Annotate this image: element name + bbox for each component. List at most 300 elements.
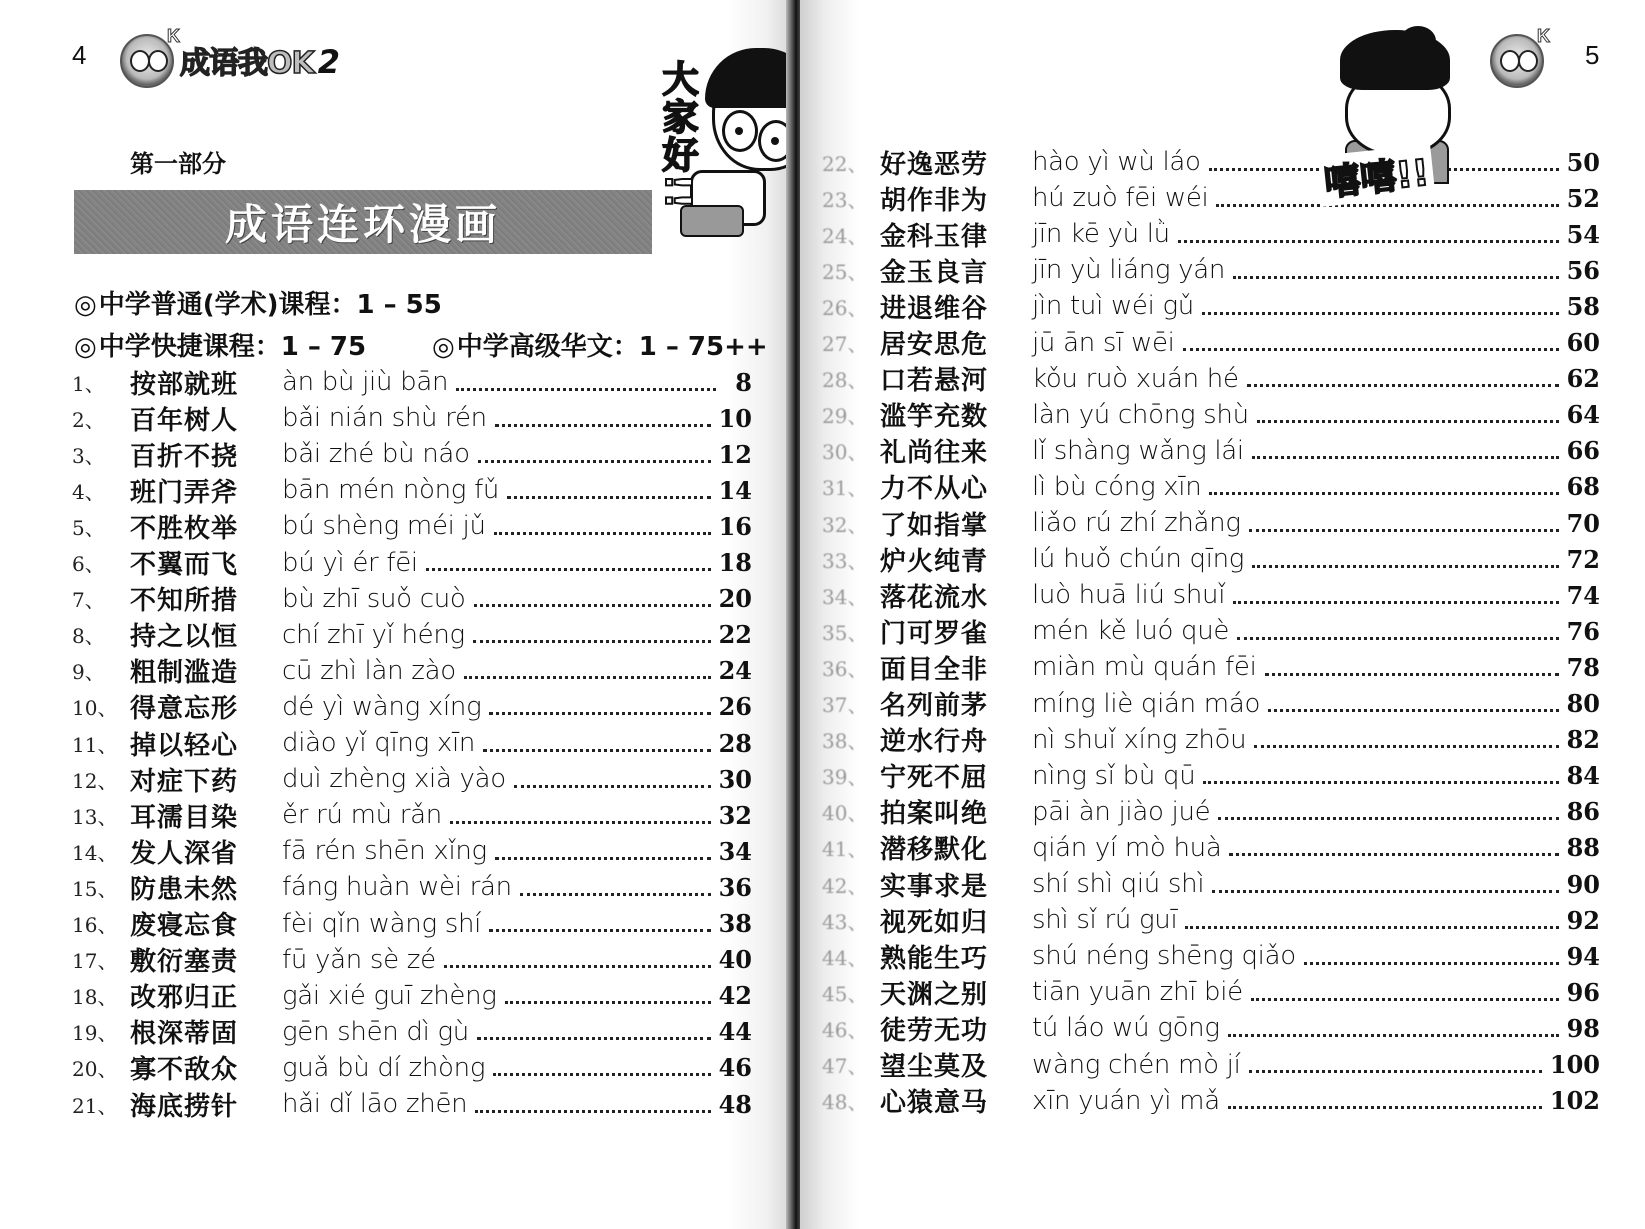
dot-leader (1254, 745, 1558, 748)
entry-page-number: 74 (1566, 580, 1600, 610)
dot-leader (1218, 817, 1558, 820)
entry-idiom: 逆水行舟 (880, 727, 989, 758)
entry-index: 32、 (822, 512, 868, 537)
entry-index: 11、 (72, 732, 118, 757)
entry-idiom: 持之以恒 (130, 622, 239, 653)
toc-entry (72, 761, 752, 797)
entry-idiom: 熟能生巧 (880, 943, 989, 974)
dot-leader (1209, 492, 1558, 495)
entry-idiom: 耳濡目染 (130, 802, 239, 833)
entry-pinyin: bù zhī suǒ cuò (282, 583, 466, 614)
dot-leader (1304, 962, 1559, 965)
course-line: ◎中学高级华文：1 – 75++ (432, 332, 768, 362)
section-label: 第一部分 (130, 150, 226, 178)
entry-index: 17、 (72, 949, 118, 974)
toc-entry (822, 1047, 1600, 1083)
entry-idiom: 视死如归 (880, 907, 989, 938)
entry-pinyin: jìn tuì wéi gǔ (1032, 291, 1194, 322)
entry-idiom: 不翼而飞 (130, 550, 239, 580)
toc-entry (822, 830, 1600, 866)
entry-pinyin: fáng huàn wèi rán (282, 872, 512, 903)
entry-idiom: 了如指掌 (880, 510, 989, 541)
toc-entry (822, 469, 1600, 505)
entry-index: 9、 (72, 660, 105, 685)
entry-page-number: 22 (718, 620, 752, 650)
right-page (800, 0, 1645, 1229)
dot-leader (478, 460, 711, 463)
entry-page-number: 102 (1549, 1086, 1600, 1116)
entry-pinyin: miàn mù quán fēi (1032, 652, 1257, 683)
toc-entry (822, 325, 1600, 361)
entry-pinyin: luò huā liú shuǐ (1032, 580, 1226, 611)
entry-idiom: 对症下药 (130, 766, 239, 797)
entry-page-number: 80 (1566, 689, 1600, 718)
entry-page-number: 56 (1566, 255, 1600, 285)
entry-idiom: 实事求是 (880, 871, 989, 902)
dot-leader (1268, 709, 1559, 712)
dot-leader (1237, 637, 1558, 640)
entry-idiom: 胡作非为 (880, 185, 989, 216)
entry-pinyin: àn bù jiù bān (282, 367, 449, 397)
entry-index: 28、 (822, 368, 868, 393)
entry-page-number: 46 (718, 1053, 752, 1083)
entry-page-number: 20 (718, 584, 752, 614)
toc-entry (72, 581, 752, 617)
entry-page-number: 36 (718, 872, 752, 902)
dot-leader (489, 929, 710, 932)
entry-index: 8、 (72, 624, 105, 649)
entry-page-number: 32 (718, 800, 752, 830)
entry-pinyin: tú láo wú gōng (1032, 1013, 1220, 1044)
entry-page-number: 98 (1566, 1013, 1600, 1043)
entry-pinyin: míng liè qián máo (1032, 688, 1261, 719)
toc-entry (822, 686, 1600, 722)
dot-leader (489, 712, 710, 715)
dot-leader (495, 857, 711, 860)
toc-entry (72, 653, 752, 689)
toc-entry (822, 361, 1600, 397)
dot-leader (1233, 601, 1558, 604)
entry-pinyin: hú zuò fēi wéi (1032, 183, 1209, 214)
toc-entry (72, 797, 752, 833)
entry-pinyin: lì bù cóng xīn (1032, 471, 1202, 502)
entry-idiom: 天渊之别 (880, 979, 989, 1010)
entry-idiom: 不胜枚举 (130, 513, 239, 544)
toc-entry (822, 577, 1600, 613)
entry-page-number: 88 (1566, 833, 1600, 863)
entry-idiom: 按部就班 (130, 369, 239, 400)
dot-leader (473, 640, 711, 643)
entry-pinyin: bú shèng méi jǔ (282, 511, 486, 542)
entry-index: 33、 (822, 548, 868, 573)
dot-leader (1202, 312, 1559, 315)
dot-leader (1212, 890, 1558, 893)
entry-page-number: 30 (718, 764, 752, 794)
toc-entry (72, 978, 752, 1014)
toc-entry (72, 689, 752, 725)
entry-page-number: 68 (1566, 472, 1600, 502)
dot-leader (514, 785, 711, 788)
entry-pinyin: qián yí mò huà (1032, 832, 1222, 863)
toc-entry (72, 1086, 752, 1122)
toc-entry (72, 400, 752, 436)
entry-page-number: 84 (1566, 761, 1600, 791)
entry-index: 35、 (822, 620, 868, 645)
dot-leader (1257, 420, 1559, 423)
entry-pinyin: tiān yuān zhī bié (1032, 977, 1243, 1008)
entry-pinyin: kǒu ruò xuán hé (1032, 363, 1239, 394)
course-line: ◎中学快捷课程：1 – 75 (74, 332, 367, 362)
entry-pinyin: gǎi xié guī zhèng (282, 980, 497, 1011)
entry-pinyin: làn yú chōng shù (1032, 399, 1249, 430)
entry-idiom: 炉火纯青 (880, 546, 989, 577)
entry-pinyin: shú néng shēng qiǎo (1032, 941, 1296, 972)
entry-pinyin: shí shì qiú shì (1032, 869, 1205, 899)
toc-entry (72, 472, 752, 508)
entry-page-number: 40 (718, 945, 752, 975)
entry-idiom: 面目全非 (880, 654, 989, 685)
dot-leader (1178, 240, 1559, 243)
entry-index: 46、 (822, 1017, 868, 1042)
dot-leader (505, 1001, 711, 1004)
entry-page-number: 26 (718, 692, 752, 722)
entry-index: 34、 (822, 584, 868, 609)
entry-page-number: 70 (1566, 508, 1600, 538)
entry-idiom: 好逸恶劳 (880, 149, 989, 180)
dot-leader (1252, 456, 1559, 459)
entry-index: 42、 (822, 873, 868, 898)
entry-page-number: 86 (1566, 797, 1600, 827)
entry-page-number: 52 (1566, 183, 1600, 213)
entry-index: 5、 (72, 515, 105, 540)
page-number: 5 (1585, 40, 1600, 70)
entry-page-number: 28 (718, 728, 752, 758)
entry-idiom: 防患未然 (130, 874, 239, 905)
entry-index: 23、 (822, 187, 868, 212)
entry-pinyin: jū ān sī wēi (1032, 327, 1175, 358)
entry-idiom: 金科玉律 (880, 221, 989, 252)
toc-entry (822, 397, 1600, 433)
entry-pinyin: hǎi dǐ lāo zhēn (282, 1089, 468, 1119)
entry-index: 45、 (822, 981, 868, 1006)
entry-page-number: 10 (718, 403, 752, 433)
entry-idiom: 力不从心 (880, 474, 989, 505)
entry-index: 47、 (822, 1054, 868, 1078)
entry-page-number: 18 (718, 548, 752, 577)
book-logo-icon: K (120, 34, 174, 88)
entry-idiom: 居安思危 (880, 330, 989, 360)
dot-leader (1249, 529, 1559, 532)
entry-index: 12、 (72, 768, 118, 793)
entry-idiom: 门可罗雀 (880, 618, 989, 649)
dot-leader (1265, 673, 1559, 676)
entry-index: 16、 (72, 913, 118, 937)
dot-leader (450, 821, 711, 824)
entry-index: 39、 (822, 765, 868, 790)
book-title: 成语我OK 2 (180, 43, 340, 81)
entry-idiom: 敷衍塞责 (130, 947, 239, 978)
dot-leader (1216, 204, 1558, 207)
entry-pinyin: pāi àn jiào jué (1032, 796, 1211, 827)
toc-entry (72, 508, 752, 544)
toc-entry (72, 617, 752, 653)
entry-pinyin: jīn kē yù lǜ (1032, 219, 1170, 250)
dot-leader (444, 965, 711, 968)
entry-index: 1、 (72, 371, 105, 396)
entry-idiom: 名列前茅 (880, 691, 989, 721)
dot-leader (1229, 853, 1558, 856)
entry-index: 43、 (822, 909, 868, 934)
entry-page-number: 54 (1566, 219, 1600, 249)
toc-entry (822, 613, 1600, 649)
entry-pinyin: hào yì wù láo (1032, 147, 1201, 177)
toc-entry (822, 288, 1600, 324)
toc-entry (822, 505, 1600, 541)
entry-page-number: 8 (735, 367, 752, 397)
entry-pinyin: liǎo rú zhí zhǎng (1032, 508, 1241, 538)
toc-entry (72, 1050, 752, 1086)
entry-index: 48、 (822, 1090, 868, 1115)
entry-index: 20、 (72, 1057, 118, 1082)
toc-entry (822, 1010, 1600, 1046)
dot-leader (1228, 1034, 1559, 1037)
entry-pinyin: mén kě luó què (1032, 616, 1230, 647)
toc-entry (822, 216, 1600, 252)
dot-leader (1185, 926, 1558, 929)
entry-idiom: 发人深省 (130, 838, 239, 869)
entry-page-number: 14 (718, 475, 752, 505)
entry-idiom: 望尘莫及 (880, 1052, 989, 1082)
dot-leader (426, 568, 711, 571)
entry-index: 18、 (72, 985, 118, 1010)
entry-pinyin: bǎi zhé bù náo (282, 439, 470, 470)
dot-leader (493, 1073, 710, 1076)
entry-pinyin: cū zhì làn zào (282, 655, 456, 686)
toc-entry (822, 938, 1600, 974)
left-page (0, 0, 790, 1229)
toc-entry (822, 722, 1600, 758)
entry-page-number: 24 (718, 656, 752, 686)
toc-entry (822, 866, 1600, 902)
entry-index: 7、 (72, 588, 105, 613)
entry-index: 3、 (72, 443, 105, 468)
entry-index: 10、 (72, 696, 118, 721)
dot-leader (494, 532, 711, 535)
dot-leader (456, 388, 716, 391)
entry-idiom: 不知所措 (130, 586, 239, 617)
entry-index: 6、 (72, 552, 105, 576)
dot-leader (1251, 998, 1559, 1001)
entry-idiom: 粗制滥造 (130, 658, 239, 689)
entry-page-number: 12 (718, 439, 752, 469)
entry-page-number: 58 (1566, 291, 1600, 321)
entry-pinyin: bǎi nián shù rén (282, 403, 487, 434)
entry-pinyin: fā rén shēn xǐng (282, 836, 487, 867)
entry-idiom: 潜移默化 (880, 835, 989, 866)
dot-leader (1183, 348, 1559, 351)
dot-leader (495, 424, 711, 427)
entry-page-number: 62 (1566, 364, 1600, 394)
circle-bullet-icon: ◎ (74, 332, 97, 362)
entry-page-number: 90 (1566, 869, 1600, 899)
entry-pinyin: fū yǎn sè zé (282, 944, 436, 975)
entry-index: 13、 (72, 804, 118, 829)
entry-idiom: 落花流水 (880, 582, 989, 613)
dot-leader (1247, 384, 1559, 387)
entry-pinyin: nì shuǐ xíng zhōu (1032, 724, 1247, 755)
entry-idiom: 进退维谷 (880, 293, 989, 324)
toc-entry (72, 1014, 752, 1050)
entry-pinyin: dé yì wàng xíng (282, 691, 482, 722)
toc-entry (72, 545, 752, 581)
entry-idiom: 掉以轻心 (130, 730, 239, 761)
entry-page-number: 42 (718, 981, 752, 1011)
entry-page-number: 76 (1566, 616, 1600, 646)
entry-page-number: 96 (1566, 977, 1600, 1007)
entry-page-number: 48 (718, 1089, 752, 1119)
toc-entry (72, 364, 752, 400)
entry-index: 21、 (72, 1093, 118, 1118)
dot-leader (520, 893, 711, 896)
entry-index: 25、 (822, 259, 868, 284)
entry-page-number: 100 (1549, 1050, 1600, 1079)
toc-entry (822, 144, 1600, 180)
entry-idiom: 百年树人 (130, 405, 239, 436)
toc-entry (72, 869, 752, 905)
entry-idiom: 宁死不屈 (880, 763, 989, 794)
dot-leader (1203, 781, 1558, 784)
book-logo-icon: K (1490, 34, 1544, 88)
entry-page-number: 94 (1566, 941, 1600, 971)
entry-idiom: 礼尚往来 (880, 438, 989, 469)
entry-index: 14、 (72, 840, 118, 865)
entry-idiom: 金玉良言 (880, 257, 989, 288)
entry-pinyin: lú huǒ chún qīng (1032, 544, 1245, 575)
entry-idiom: 徒劳无功 (880, 1015, 989, 1046)
toc-entry (822, 252, 1600, 288)
entry-idiom: 拍案叫绝 (880, 799, 989, 830)
page-number: 4 (72, 40, 87, 70)
entry-pinyin: lǐ shàng wǎng lái (1032, 435, 1244, 466)
entry-index: 24、 (822, 223, 868, 248)
entry-page-number: 34 (718, 836, 752, 866)
section-banner (74, 190, 652, 254)
entry-page-number: 66 (1566, 436, 1600, 466)
toc-entry (822, 541, 1600, 577)
entry-pinyin: jīn yù liáng yán (1032, 255, 1226, 286)
toc-entry (72, 942, 752, 978)
entry-page-number: 60 (1566, 328, 1600, 357)
entry-idiom: 根深蒂固 (130, 1019, 239, 1050)
entry-index: 31、 (822, 476, 868, 501)
dot-leader (477, 1037, 711, 1040)
circle-bullet-icon: ◎ (74, 290, 97, 320)
entry-pinyin: guǎ bù dí zhòng (282, 1052, 486, 1083)
course-line: ◎中学普通(学术)课程：1 – 55 (74, 290, 442, 320)
entry-pinyin: xīn yuán yì mǎ (1032, 1085, 1220, 1116)
toc-entry (72, 906, 752, 942)
entry-idiom: 口若悬河 (880, 366, 989, 397)
entry-page-number: 38 (718, 909, 752, 938)
entry-pinyin: gēn shēn dì gù (282, 1016, 469, 1047)
entry-index: 27、 (822, 332, 868, 356)
entry-page-number: 82 (1566, 725, 1600, 755)
entry-index: 30、 (822, 440, 868, 465)
entry-idiom: 心猿意马 (880, 1088, 989, 1119)
entry-index: 38、 (822, 729, 868, 754)
entry-idiom: 班门弄斧 (130, 477, 239, 508)
entry-index: 4、 (72, 479, 105, 504)
entry-index: 15、 (72, 876, 118, 901)
entry-pinyin: ěr rú mù rǎn (282, 800, 442, 831)
entry-pinyin: duì zhèng xià yào (282, 764, 506, 795)
toc-entry (72, 725, 752, 761)
toc-entry (822, 433, 1600, 469)
entry-idiom: 百折不挠 (130, 441, 239, 472)
entry-pinyin: wàng chén mò jí (1032, 1049, 1241, 1080)
entry-index: 36、 (822, 656, 868, 681)
circle-bullet-icon: ◎ (432, 332, 455, 362)
entry-pinyin: bú yì ér fēi (282, 547, 418, 578)
entry-idiom: 废寝忘食 (130, 911, 239, 941)
entry-pinyin: fèi qǐn wàng shí (282, 908, 482, 939)
entry-index: 40、 (822, 801, 868, 826)
entry-idiom: 得意忘形 (130, 694, 239, 725)
toc-entry (822, 649, 1600, 685)
entry-pinyin: diào yǐ qīng xīn (282, 728, 476, 758)
greeting-text: 大家好!! (657, 60, 698, 211)
entry-index: 19、 (72, 1021, 118, 1046)
entry-index: 44、 (822, 945, 868, 970)
entry-index: 26、 (822, 295, 868, 320)
entry-page-number: 44 (718, 1017, 752, 1047)
entry-idiom: 海底捞针 (130, 1091, 239, 1122)
banner-title: 成语连环漫画 (224, 200, 501, 249)
entry-idiom: 滥竽充数 (880, 402, 989, 433)
entry-page-number: 64 (1566, 400, 1600, 430)
dot-leader (475, 1110, 710, 1113)
entry-page-number: 78 (1566, 652, 1600, 682)
entry-page-number: 16 (718, 511, 752, 541)
dot-leader (1252, 565, 1558, 568)
entry-idiom: 改邪归正 (130, 983, 239, 1014)
entry-index: 41、 (822, 837, 868, 862)
toc-entry (72, 436, 752, 472)
entry-idiom: 寡不敌众 (130, 1055, 239, 1086)
entry-index: 2、 (72, 407, 105, 432)
dot-leader (1233, 276, 1559, 279)
toc-entry (822, 974, 1600, 1010)
dot-leader (1249, 1070, 1542, 1073)
toc-entry (72, 833, 752, 869)
entry-index: 29、 (822, 404, 868, 429)
dot-leader (1228, 1106, 1542, 1109)
entry-index: 22、 (822, 151, 868, 176)
toc-entry (822, 794, 1600, 830)
dot-leader (474, 604, 711, 607)
toc-entry (822, 1083, 1600, 1119)
toc-entry (822, 758, 1600, 794)
entry-page-number: 72 (1566, 544, 1600, 574)
entry-page-number: 92 (1566, 905, 1600, 935)
entry-pinyin: nìng sǐ bù qū (1032, 760, 1196, 791)
entry-index: 37、 (822, 693, 868, 717)
toc-entry (822, 180, 1600, 216)
entry-pinyin: bān mén nòng fǔ (282, 475, 500, 506)
dot-leader (507, 496, 710, 499)
entry-pinyin: shì sǐ rú guī (1032, 905, 1178, 936)
giggle-text: 嘻嘻!! (1318, 144, 1436, 207)
